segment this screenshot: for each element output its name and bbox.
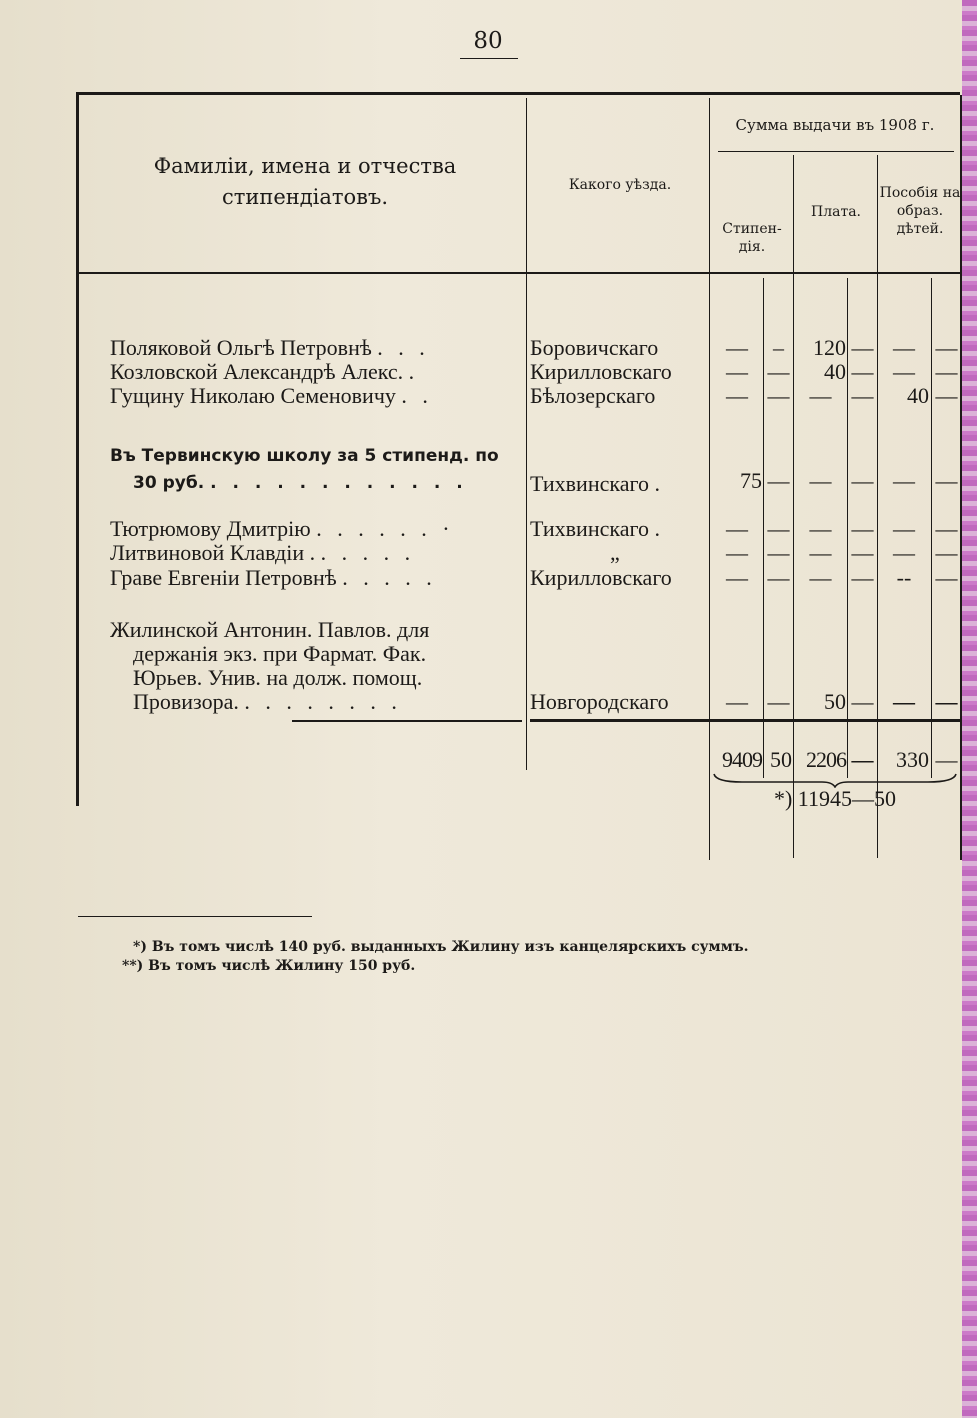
cell-pos: -- <box>896 565 912 590</box>
zhilinsk-line4: Провизора. . . . . . . . . <box>133 689 402 714</box>
cell-stip-k: — <box>767 689 790 714</box>
cell-plata: — <box>809 540 832 565</box>
header-stipend: Стипен-дія. <box>722 221 782 255</box>
row-uezd: Кирилловскаго <box>530 359 672 384</box>
zhilinsk-uezd: Новгородскаго <box>530 689 669 714</box>
cell-pos: — <box>893 468 915 493</box>
total-stip: 9409 <box>722 747 762 772</box>
header-bottom-rule <box>78 272 960 274</box>
cell-plata: 50 <box>824 689 846 714</box>
cell-pos-k: — <box>935 516 958 541</box>
tervinsk-uezd: Тихвинскаго . <box>530 471 660 496</box>
cell-pos-k: — <box>935 383 958 408</box>
cell-stip: — <box>726 383 748 408</box>
zhilinsk-line2: держанія экз. при Фармат. Фак. <box>133 641 427 666</box>
zhilinsk-line3: Юрьев. Унив. на долж. помощ. <box>133 665 423 690</box>
cell-stip: — <box>726 565 748 590</box>
cell-pos-k: — <box>935 335 958 360</box>
row-uezd: Бѣлозерскаго <box>530 383 656 408</box>
row-uezd: Тихвинскаго . <box>530 516 660 541</box>
cell-plata-k: — <box>851 468 874 493</box>
cell-pos: — <box>893 335 915 360</box>
cell-pos: 40 <box>907 383 929 408</box>
cell-stip-k: — <box>767 565 790 590</box>
cell-stip: — <box>726 540 748 565</box>
col-rule-pos <box>877 155 878 858</box>
page-number: 80 <box>473 28 503 54</box>
cell-plata-k: — <box>851 540 874 565</box>
header-names: Фамиліи, имена и отчества стипендіатовъ. <box>153 154 457 209</box>
cell-stip-k: — <box>767 359 790 384</box>
cell-pos-k: — <box>935 540 958 565</box>
footnote-1: *) Въ томъ числѣ 140 руб. выданныхъ Жилину изъ канцелярскихъ суммъ. <box>133 939 749 955</box>
sum-subheader-rule <box>718 151 954 152</box>
col-rule-pos-k <box>931 278 932 778</box>
header-uezd: Какого уѣзда. <box>568 177 672 193</box>
total-plata: 2206 <box>806 747 846 772</box>
total-plata-k: — <box>851 747 874 772</box>
total-stip-k: 50 <box>770 747 792 772</box>
row-name: Литвиновой Клавдіи . . . . . . <box>110 540 416 565</box>
col-rule-stip-k <box>763 278 764 778</box>
cell-plata-k: — <box>851 565 874 590</box>
tervinsk-line1: Въ Тервинскую школу за 5 стипенд. по <box>110 446 499 466</box>
table-left-rule <box>76 92 79 804</box>
row-uezd: Кирилловскаго <box>530 565 672 590</box>
col-rule-stip <box>709 98 710 860</box>
footnote-rule <box>78 916 312 917</box>
cell-plata: 120 <box>813 335 846 360</box>
cell-plata-k: — <box>851 689 874 714</box>
row-uezd: „ <box>610 540 620 565</box>
cell-stip: — <box>726 689 748 714</box>
cell-stip: — <box>726 516 748 541</box>
row-name: Гущину Николаю Семеновичу . . <box>110 383 433 408</box>
zhilinsk-line1: Жилинской Антонин. Павлов. для <box>110 617 430 642</box>
cell-pos-k: — <box>935 689 958 714</box>
col-rule-plata-k <box>847 278 848 778</box>
total-pos-k: — <box>935 747 958 772</box>
total-pos: 330 <box>896 747 929 772</box>
cell-stip-k: — <box>767 468 790 493</box>
cell-plata-k: — <box>851 383 874 408</box>
cell-plata: — <box>809 565 832 590</box>
cell-pos: — <box>893 689 915 714</box>
cell-plata: — <box>809 516 832 541</box>
cell-plata: 40 <box>824 359 846 384</box>
cell-stip: 75 <box>740 468 762 493</box>
row-name: Тютрюмову Дмитрію . . . . . . · <box>110 516 455 541</box>
table-top-rule <box>78 92 960 95</box>
cell-plata-k: — <box>851 335 874 360</box>
cell-plata: — <box>809 383 832 408</box>
cell-pos-k: — <box>935 359 958 384</box>
row-name: Поляковой Ольгѣ Петровнѣ . . . <box>110 335 430 360</box>
cell-pos-k: — <box>935 565 958 590</box>
cell-stip-k: — <box>767 540 790 565</box>
cell-stip: — <box>726 335 748 360</box>
cell-stip-k: — <box>767 516 790 541</box>
cell-pos-k: — <box>935 468 958 493</box>
page-edge-strip <box>962 0 977 1418</box>
table-left-rule-lower <box>76 728 79 806</box>
row-name: Граве Евгеніи Петровнѣ . . . . . <box>110 565 437 590</box>
cell-plata: — <box>809 468 832 493</box>
row-name: Козловской Александрѣ Алекс. . <box>110 359 420 384</box>
cell-pos: — <box>893 359 915 384</box>
header-plata: Плата. <box>811 204 861 220</box>
footnote-2: **) Въ томъ числѣ Жилину 150 руб. <box>122 958 416 974</box>
cell-plata-k: — <box>851 359 874 384</box>
cell-stip-k: — <box>767 383 790 408</box>
grand-total: *) 11945—50 <box>773 786 896 811</box>
sums-total-rule <box>530 719 962 722</box>
names-total-rule <box>292 720 522 722</box>
cell-pos: — <box>893 540 915 565</box>
cell-pos: — <box>893 516 915 541</box>
cell-plata-k: — <box>851 516 874 541</box>
header-sum-title: Сумма выдачи въ 1908 г. <box>735 116 935 134</box>
row-uezd: Боровичскаго <box>530 335 659 360</box>
tervinsk-line2: 30 руб. . . . . . . . . . . . . <box>133 473 468 493</box>
cell-stip: — <box>726 359 748 384</box>
cell-stip-k: – <box>773 335 784 360</box>
page-number-rule <box>460 58 518 59</box>
header-posobiya: Пособія на образ. дѣтей. <box>879 185 961 237</box>
